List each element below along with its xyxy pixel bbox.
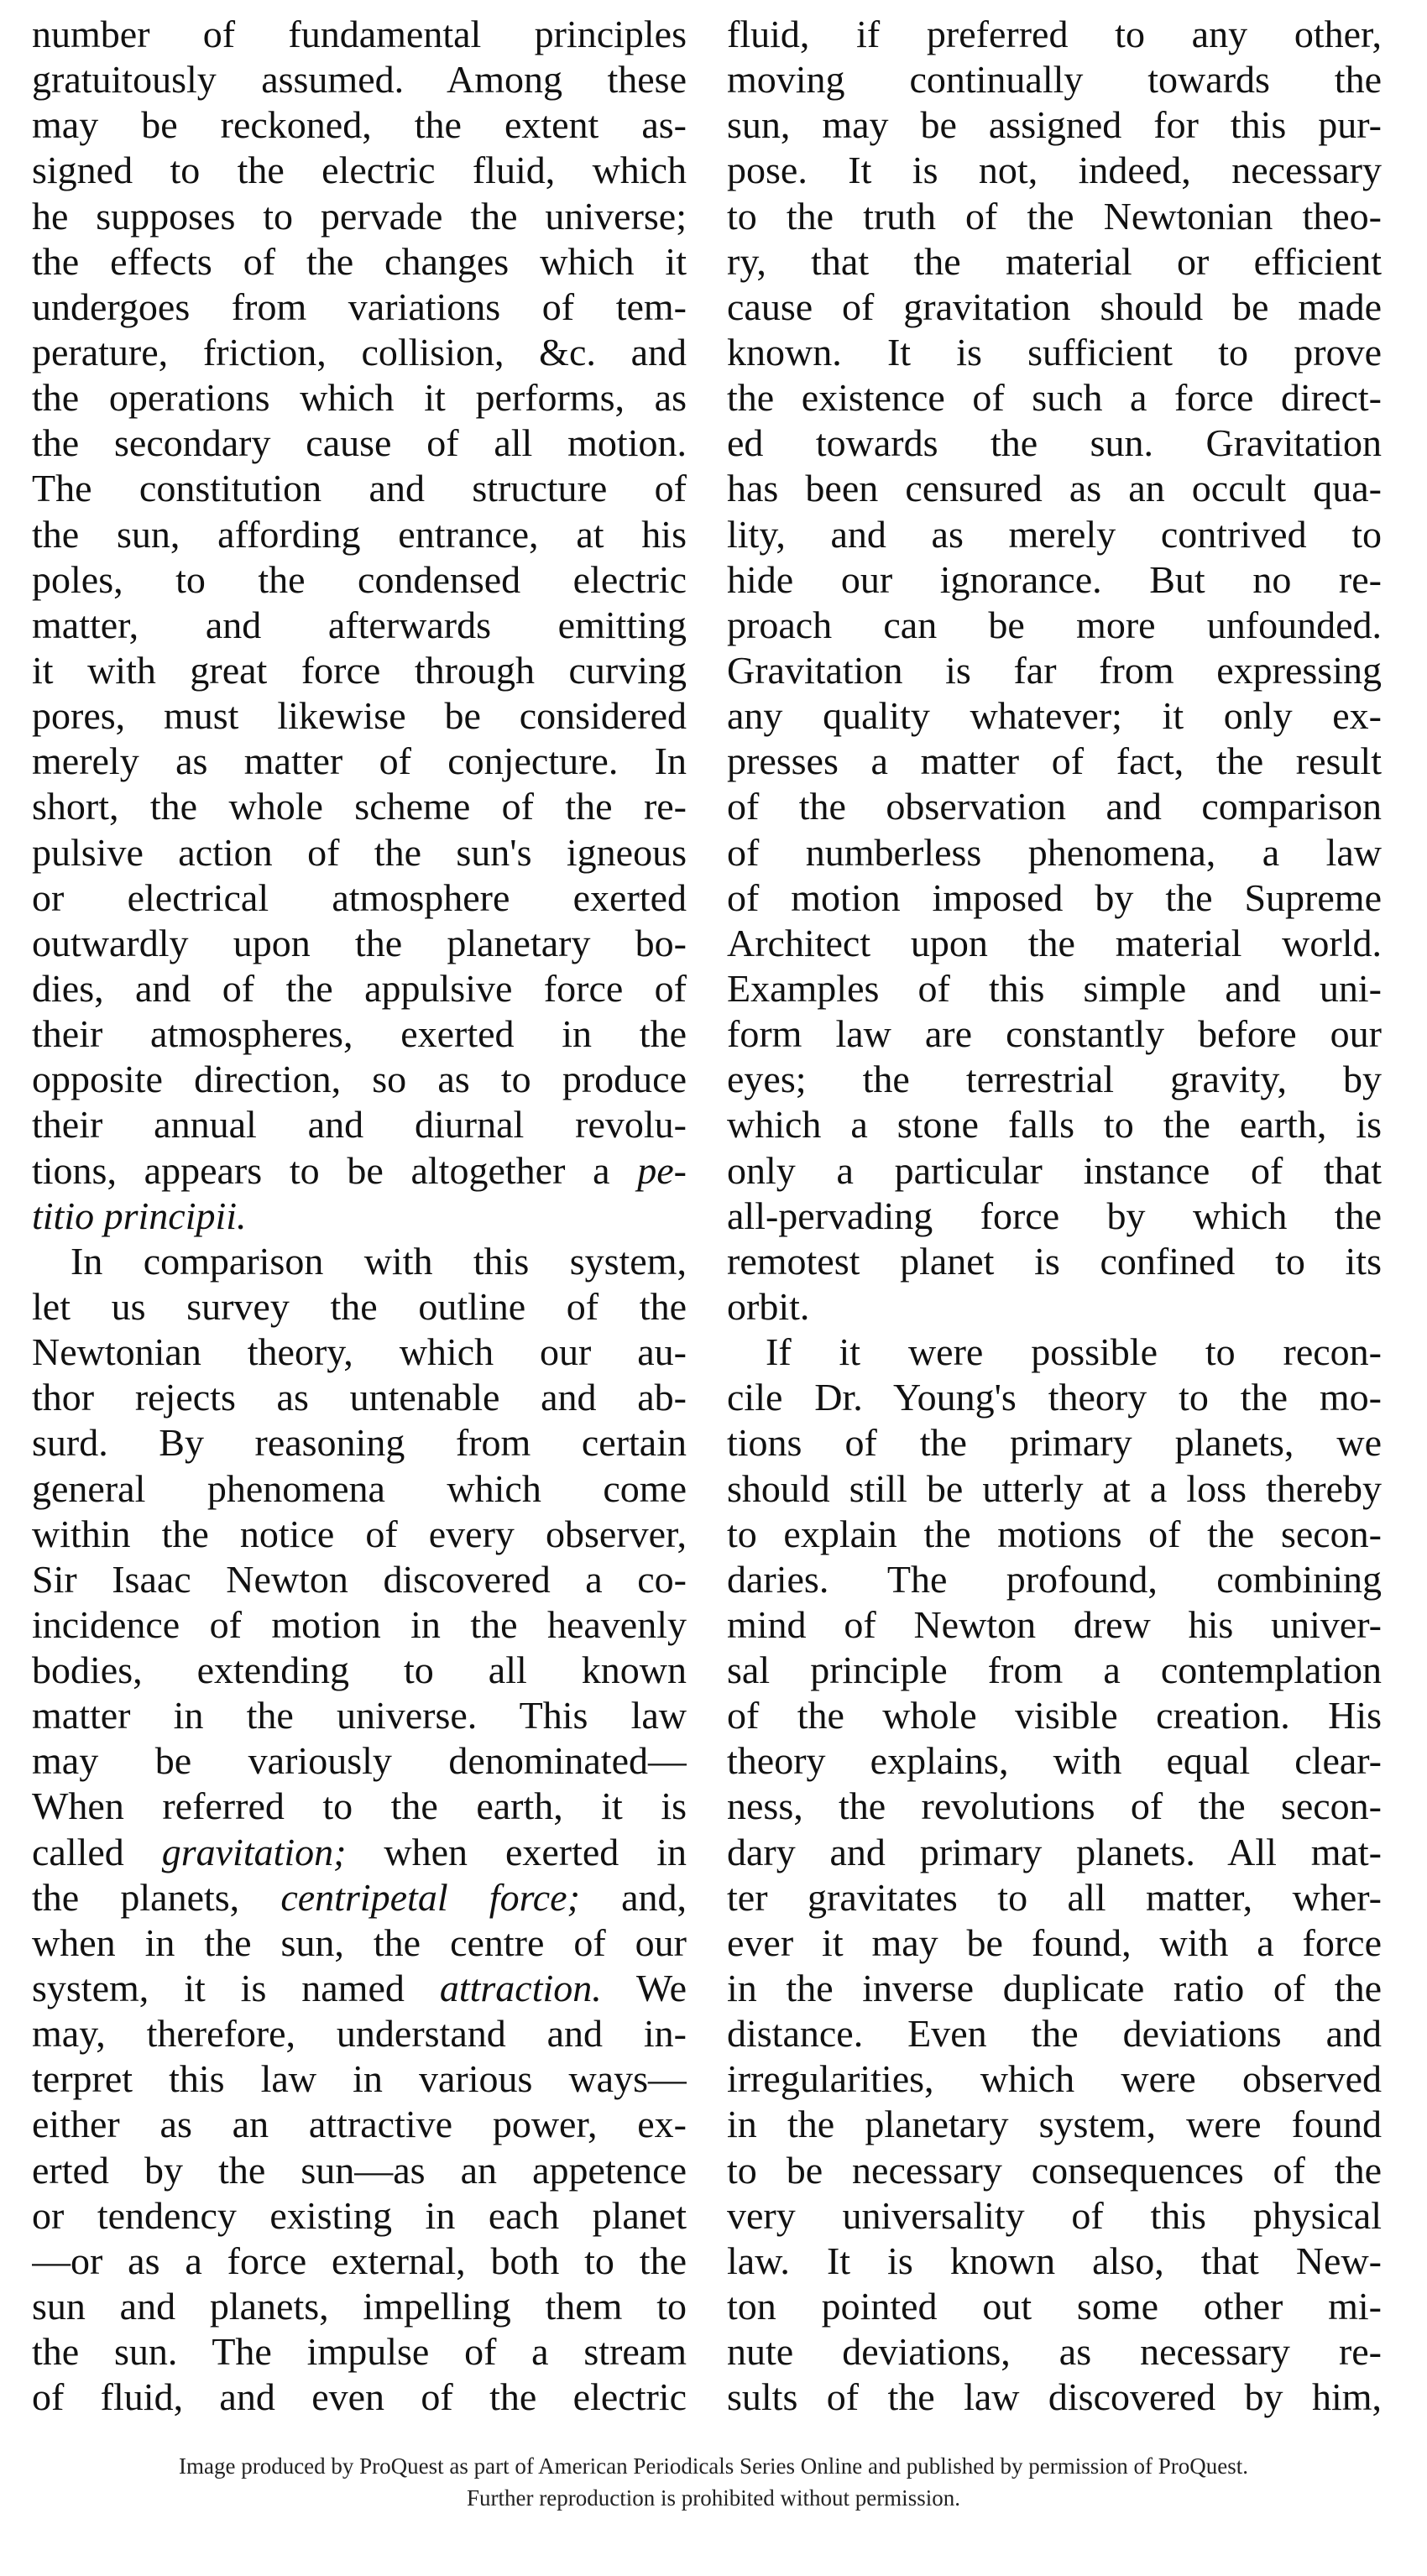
left-column-text-line [32,1194,687,1239]
text-columns [32,12,1383,2429]
line-text: Newtonian theory, which our au- [32,1330,687,1374]
left-column-text-line [32,194,687,239]
right-column-text-line [727,285,1382,330]
right-column-text-line [727,1648,1382,1693]
line-text: Gravitation is far from expressing [727,648,1382,692]
line-text: which a stone falls to the earth, is [727,1103,1382,1147]
right-column [727,12,1382,2420]
left-column-text-line [32,1966,687,2011]
left-column-text-line [32,512,687,557]
line-text: In comparison with this system, [71,1239,687,1283]
line-text: ever it may be found, with a force [727,1920,1382,1964]
right-column-text-line [727,1102,1382,1147]
line-text: of the whole visible creation. His [727,1694,1382,1737]
line-text: matter, and afterwards emitting [32,603,687,646]
line-text: eyes; the terrestrial gravity, by [727,1058,1382,1101]
left-column-text-line [32,2193,687,2239]
line-text: in the planetary system, were found [727,2103,1382,2146]
right-column-text-line [727,102,1382,148]
line-text: all-pervading force by which the [727,1194,1382,1237]
right-column-text-line [727,57,1382,102]
italic-text: pe- [637,1148,687,1192]
line-text: has been censured as an occult qua- [727,467,1382,510]
italic-text: gravitation; [161,1830,347,1873]
right-column-text-line [727,421,1382,466]
line-text: the sun. The impulse of a stream [32,2330,687,2374]
line-text: ton pointed out some other mi- [727,2285,1382,2328]
left-column-text-line [32,1102,687,1147]
line-text: short, the whole scheme of the re- [32,785,687,828]
line-text: the operations which it performs, as [32,376,687,420]
right-column-text-line [727,921,1382,966]
line-text: when in the sun, the centre of our [32,1920,687,1964]
line-text: the existence of such a force direct- [727,376,1382,420]
left-column-text-line [32,1375,687,1420]
left-column-text-line [32,966,687,1011]
left-column-text-line [32,1738,687,1784]
right-column-text-line [727,1330,1382,1375]
line-text: the secondary cause of all motion. [32,421,687,465]
line-text: terpret this law in various ways— [32,2057,687,2101]
line-text: tions of the primary planets, we [727,1421,1382,1465]
left-column-text-line [32,1466,687,1512]
line-text: the sun, affording entrance, at his [32,512,687,556]
left-column-text-line [32,693,687,739]
left-column-text-line [32,648,687,693]
line-text: law. It is known also, that New- [727,2239,1382,2282]
right-column-text-line [727,2056,1382,2102]
line-text: sults of the law discovered by him, [727,2375,1382,2419]
line-text: Architect upon the material world. [727,921,1382,964]
line-text: matter in the universe. This law [32,1694,687,1737]
right-column-text-line [727,2102,1382,2147]
line-text: within the notice of every observer, [32,1512,687,1555]
right-column-text-line [727,512,1382,557]
right-column-text-line [727,2011,1382,2056]
right-column-text-line [727,830,1382,875]
line-text: poles, to the condensed electric [32,557,687,601]
right-column-text-line [727,1830,1382,1875]
line-text: surd. By reasoning from certain [32,1421,687,1465]
right-column-text-line [727,375,1382,421]
line-text: ness, the revolutions of the secon- [727,1784,1382,1828]
line-text: of the observation and comparison [727,785,1382,828]
right-column-text-line [727,1557,1382,1602]
line-text: remotest planet is confined to its [727,1239,1382,1283]
left-column-text-line [32,739,687,784]
right-column-text-line [727,2329,1382,2375]
left-column-text-line [32,1011,687,1057]
left-column-text-line [32,1284,687,1330]
line-text: ter gravitates to all matter, wher- [727,1875,1382,1919]
line-text: erted by the sun—as an appetence [32,2148,687,2192]
line-text: or electrical atmosphere exerted [32,875,687,919]
right-column-text-line [727,966,1382,1011]
line-text: pulsive action of the sun's igneous [32,830,687,874]
line-text: may be variously denominated— [32,1739,687,1783]
line-text-after: when exerted in [346,1830,687,1873]
left-column-text-line [32,1693,687,1738]
right-column-text-line [727,1602,1382,1648]
line-text-after: We [601,1967,687,2010]
line-text: the effects of the changes which it [32,239,687,283]
right-column-text-line [727,12,1382,57]
right-column-text-line [727,1284,1382,1330]
line-text: may be reckoned, the extent as- [32,103,687,147]
right-column-text-line [727,1966,1382,2011]
line-text: daries. The profound, combining [727,1557,1382,1601]
right-column-text-line [727,739,1382,784]
line-text: lity, and as merely contrived to [727,512,1382,556]
left-column-text-line [32,2056,687,2102]
italic-text: centripetal force; [280,1875,580,1919]
line-text: outwardly upon the planetary bo- [32,921,687,964]
footer-credit-line: Image produced by ProQuest as part of American Periodicals Series Online and published by permission of ProQuest. [179,2453,1248,2479]
left-column-text-line [32,1148,687,1194]
left-column-text-line [32,1875,687,1920]
line-text: the planets, [32,1875,281,1919]
right-column-text-line [727,330,1382,375]
left-column-text-line [32,1602,687,1648]
line-text: sun, may be assigned for this pur- [727,103,1382,147]
line-text: perature, friction, collision, &c. and [32,330,687,374]
left-column-text-line [32,1830,687,1875]
right-column-text-line [727,1239,1382,1284]
line-text: signed to the electric fluid, which [32,149,687,192]
left-column-text-line [32,466,687,511]
left-column-text-line [32,1057,687,1102]
left-column-text-line [32,830,687,875]
left-column-text-line [32,2329,687,2375]
left-column-text-line [32,557,687,603]
italic-text: titio principii. [32,1194,247,1237]
right-column-text-line [727,693,1382,739]
right-column-text-line [727,1148,1382,1194]
right-column-text-line [727,1784,1382,1829]
line-text: sal principle from a contemplation [727,1649,1382,1692]
line-text: mind of Newton drew his univer- [727,1602,1382,1646]
line-text: presses a matter of fact, the result [727,739,1382,783]
right-column-text-line [727,1693,1382,1738]
line-text: undergoes from variations of tem- [32,285,687,328]
line-text: should still be utterly at a loss thereby [727,1466,1382,1510]
left-column-text-line [32,603,687,648]
line-text: distance. Even the deviations and [727,2012,1382,2056]
line-text: If it were possible to recon- [766,1330,1382,1374]
line-text: ed towards the sun. Gravitation [727,421,1382,465]
right-column-text-line [727,239,1382,285]
line-text: moving continually towards the [727,58,1382,102]
line-text: cile Dr. Young's theory to the mo- [727,1376,1382,1419]
line-text: may, therefore, understand and in- [32,2012,687,2056]
line-text: cause of gravitation should be made [727,285,1382,328]
line-text: of motion imposed by the Supreme [727,875,1382,919]
left-column-text-line [32,1557,687,1602]
left-column-text-line [32,1784,687,1829]
right-column-text-line [727,2193,1382,2239]
right-column-text-line [727,1512,1382,1557]
line-text: any quality whatever; it only ex- [727,694,1382,738]
line-text: dies, and of the appulsive force of [32,966,687,1010]
left-column-text-line [32,330,687,375]
line-text: in the inverse duplicate ratio of the [727,1967,1382,2010]
line-text: sun and planets, impelling them to [32,2285,687,2328]
right-column-text-line [727,1194,1382,1239]
line-text: incidence of motion in the heavenly [32,1602,687,1646]
left-column-text-line [32,2102,687,2147]
left-column-text-line [32,148,687,193]
line-text: —or as a force external, both to the [32,2239,687,2282]
line-text: to explain the motions of the secon- [727,1512,1382,1555]
left-column-text-line [32,239,687,285]
line-text: Examples of this simple and uni- [727,966,1382,1010]
italic-text: attraction. [439,1967,602,2010]
line-text: or tendency existing in each planet [32,2193,687,2237]
left-column-text-line [32,102,687,148]
line-text: tions, appears to be altogether a [32,1148,638,1192]
left-column-text-line [32,57,687,102]
left-column-text-line [32,12,687,57]
right-column-text-line [727,648,1382,693]
line-text: form law are constantly before our [727,1012,1382,1056]
line-text-after: and, [579,1875,687,1919]
line-text: known. It is sufficient to prove [727,330,1382,374]
line-text: opposite direction, so as to produce [32,1058,687,1101]
line-text: gratuitously assumed. Among these [32,58,687,102]
footer-permission-line: Further reproduction is prohibited without permission. [467,2485,960,2511]
right-column-text-line [727,1466,1382,1512]
line-text: it with great force through curving [32,648,687,692]
line-text: number of fundamental principles [32,13,687,55]
right-column-text-line [727,1011,1382,1057]
left-column-text-line [32,375,687,421]
left-column-text-line [32,875,687,921]
right-column-text-line [727,1375,1382,1420]
left-column-text-line [32,1330,687,1375]
right-column-text-line [727,2239,1382,2284]
right-column-text-line [727,2284,1382,2329]
line-text: general phenomena which come [32,1466,687,1510]
line-text: bodies, extending to all known [32,1649,687,1692]
line-text: ry, that the material or efficient [727,239,1382,283]
right-column-text-line [727,875,1382,921]
right-column-text-line [727,2148,1382,2193]
line-text: proach can be more unfounded. [727,603,1382,646]
left-column [32,12,687,2420]
line-text: very universality of this physical [727,2193,1382,2237]
line-text: their atmospheres, exerted in the [32,1012,687,1056]
left-column-text-line [32,2375,687,2420]
line-text: thor rejects as untenable and ab- [32,1376,687,1419]
left-column-text-line [32,285,687,330]
left-column-text-line [32,1239,687,1284]
right-column-text-line [727,603,1382,648]
line-text: only a particular instance of that [727,1148,1382,1192]
line-text: to the truth of the Newtonian theo- [727,194,1382,238]
line-text: system, it is named [32,1967,440,2010]
left-column-text-line [32,2148,687,2193]
right-column-text-line [727,784,1382,829]
line-text: he supposes to pervade the universe; [32,194,687,238]
line-text: orbit. [727,1284,810,1328]
line-text: pores, must likewise be considered [32,694,687,738]
left-column-text-line [32,1920,687,1966]
left-column-text-line [32,784,687,829]
line-text: Sir Isaac Newton discovered a co- [32,1557,687,1601]
right-column-text-line [727,148,1382,193]
line-text: to be necessary consequences of the [727,2148,1382,2192]
left-column-text-line [32,921,687,966]
right-column-text-line [727,1875,1382,1920]
line-text: The constitution and structure of [32,467,687,510]
left-column-text-line [32,1648,687,1693]
right-column-text-line [727,1920,1382,1966]
line-text: hide our ignorance. But no re- [727,557,1382,601]
line-text: theory explains, with equal clear- [727,1739,1382,1783]
line-text: When referred to the earth, it is [32,1784,687,1828]
line-text: either as an attractive power, ex- [32,2103,687,2146]
line-text: merely as matter of conjecture. In [32,739,687,783]
line-text: called [32,1830,162,1873]
right-column-text-line [727,194,1382,239]
line-text: fluid, if preferred to any other, [727,13,1382,55]
line-text: let us survey the outline of the [32,1284,687,1328]
right-column-text-line [727,466,1382,511]
right-column-text-line [727,557,1382,603]
right-column-text-line [727,2375,1382,2420]
left-column-text-line [32,2239,687,2284]
line-text: nute deviations, as necessary re- [727,2330,1382,2374]
left-column-text-line [32,2011,687,2056]
line-text: of fluid, and even of the electric [32,2375,687,2419]
line-text: their annual and diurnal revolu- [32,1103,687,1147]
left-column-text-line [32,421,687,466]
left-column-text-line [32,2284,687,2329]
left-column-text-line [32,1420,687,1466]
line-text: pose. It is not, indeed, necessary [727,149,1382,192]
right-column-text-line [727,1057,1382,1102]
right-column-text-line [727,1420,1382,1466]
line-text: of numberless phenomena, a law [727,830,1382,874]
line-text: irregularities, which were observed [727,2057,1382,2101]
right-column-text-line [727,1738,1382,1784]
left-column-text-line [32,1512,687,1557]
line-text: dary and primary planets. All mat- [727,1830,1382,1873]
